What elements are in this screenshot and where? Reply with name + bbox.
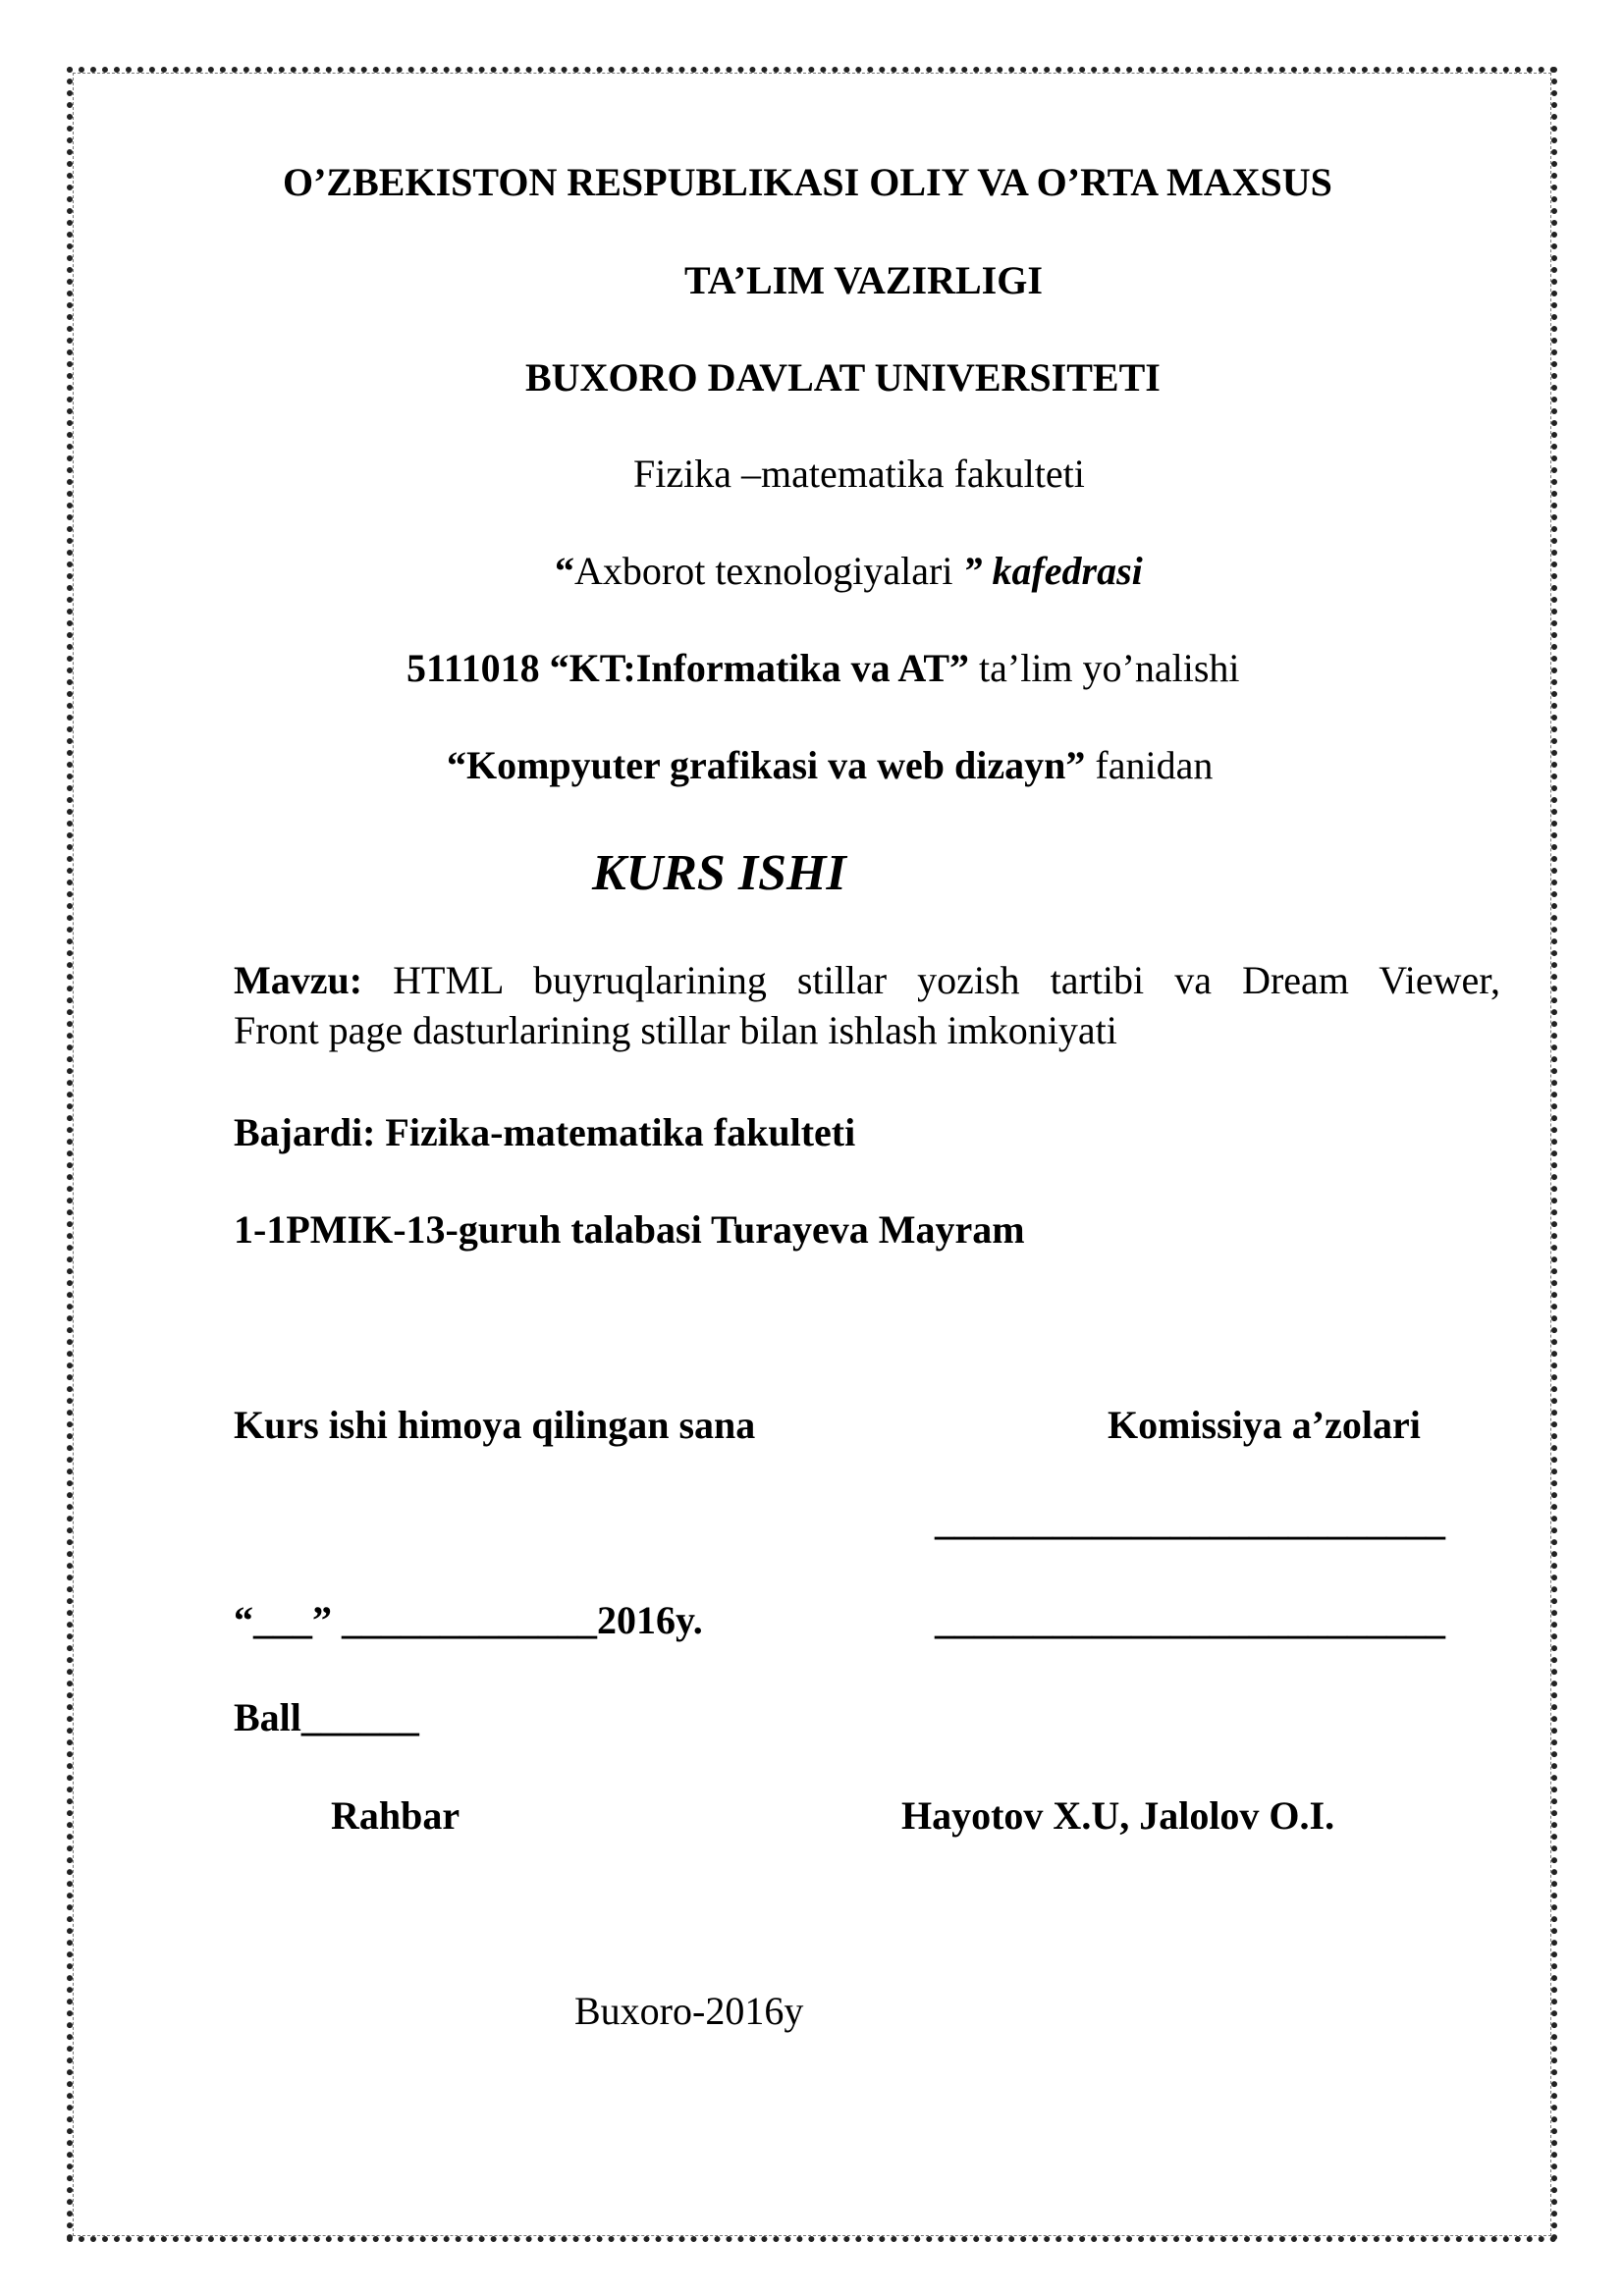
department-name: Axborot texnologiyalari bbox=[574, 549, 963, 593]
defense-date-label: Kurs ishi himoya qilingan sana bbox=[234, 1403, 756, 1447]
topic-label: Mavzu: bbox=[234, 958, 363, 1002]
faculty-name: Fizika –matematika fakulteti bbox=[633, 452, 1085, 496]
commission-signature-line-2: __________________________ bbox=[935, 1598, 1445, 1642]
department-suffix: kafedrasi bbox=[982, 549, 1143, 593]
department-quote-open: “ bbox=[555, 549, 574, 593]
document-title: KURS ISHI bbox=[592, 845, 846, 901]
direction-line bbox=[406, 645, 1240, 692]
topic-text-line2: Front page dasturlarining stillar bilan ishlash imkoniyati bbox=[234, 1008, 1117, 1052]
topic-line1 bbox=[234, 957, 1500, 1004]
university-name: BUXORO DAVLAT UNIVERSITETI bbox=[525, 355, 1161, 400]
ministry-line2: TA’LIM VAZIRLIGI bbox=[684, 258, 1043, 302]
supervisor-label: Rahbar bbox=[331, 1793, 460, 1838]
topic-text-line1: HTML buyruqlarining stillar yozish tartibi va Dream Viewer, bbox=[362, 958, 1500, 1002]
direction-code: 5111018 “KT:Informatika va AT” bbox=[406, 646, 970, 690]
performer-line1: Bajardi: Fizika-matematika fakulteti bbox=[234, 1110, 856, 1154]
supervisor-names: Hayotov X.U, Jalolov O.I. bbox=[901, 1793, 1335, 1838]
subject-suffix: fanidan bbox=[1085, 743, 1214, 787]
commission-signature-line-1: __________________________ bbox=[935, 1499, 1445, 1543]
commission-label: Komissiya a’zolari bbox=[1108, 1403, 1421, 1447]
performer-line2: 1-1PMIK-13-guruh talabasi Turayeva Mayram bbox=[234, 1207, 1025, 1252]
city-year: Buxoro-2016y bbox=[574, 1989, 804, 2033]
subject-line bbox=[447, 742, 1213, 789]
direction-suffix: ta’lim yo’nalishi bbox=[969, 646, 1240, 690]
subject-name: “Kompyuter grafikasi va web dizayn” bbox=[447, 743, 1086, 787]
ball-field: Ball______ bbox=[234, 1695, 419, 1739]
defense-date-field: “___” _____________2016y. bbox=[234, 1598, 703, 1642]
department-line bbox=[555, 548, 1143, 595]
ministry-line1: O’ZBEKISTON RESPUBLIKASI OLIY VA O’RTA MAXSUS bbox=[283, 160, 1332, 204]
department-quote-close: ” bbox=[962, 549, 983, 593]
